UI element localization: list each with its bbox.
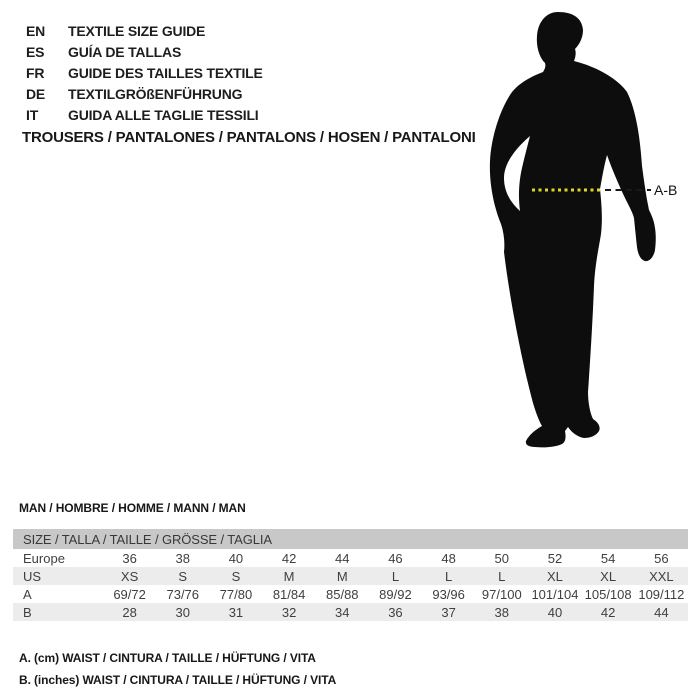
row-label: US <box>13 567 103 585</box>
table-cell: 69/72 <box>113 586 146 602</box>
table-cell: M <box>263 567 316 585</box>
table-cell: S <box>156 567 209 585</box>
table-cell: S <box>209 567 262 585</box>
note-waist-cm: A. (cm) WAIST / CINTURA / TAILLE / HÜFTUNG / VITA <box>19 651 316 665</box>
table-cell: 42 <box>281 550 297 566</box>
table-cell: XL <box>528 567 581 585</box>
table-cell: 105/108 <box>584 586 632 602</box>
table-cell: 89/92 <box>379 586 412 602</box>
row-label: A <box>23 586 32 602</box>
table-cell: 37 <box>422 603 475 621</box>
lang-code: ES <box>26 44 45 60</box>
table-cell: 44 <box>635 603 688 621</box>
footnotes <box>19 647 336 691</box>
category-title: TROUSERS / PANTALONES / PANTALONS / HOSEN / PANTALONI <box>22 129 476 146</box>
table-cell: 38 <box>475 603 528 621</box>
table-cell: 42 <box>582 603 635 621</box>
lang-row-fr <box>26 63 263 84</box>
man-figure <box>470 0 700 470</box>
table-cell: 93/96 <box>432 586 465 602</box>
table-cell: 97/100 <box>481 586 522 602</box>
table-cell: 46 <box>388 550 403 566</box>
table-cell: 40 <box>528 603 581 621</box>
table-cell: 85/88 <box>326 586 359 602</box>
row-label: Europe <box>23 550 65 566</box>
table-cell: XXL <box>635 567 688 585</box>
lang-row-es <box>26 42 263 63</box>
lang-code: IT <box>26 107 39 123</box>
table-cell: M <box>316 567 369 585</box>
table-cell: 50 <box>494 550 510 566</box>
size-table-wrap <box>13 529 688 621</box>
table-row-a <box>13 585 688 603</box>
table-cell: 31 <box>209 603 262 621</box>
lang-label: TEXTILGRÖßENFÜHRUNG <box>68 86 243 102</box>
table-cell: L <box>475 567 528 585</box>
row-label: B <box>13 603 103 621</box>
table-header-label: SIZE / TALLA / TAILLE / GRÖSSE / TAGLIA <box>13 529 688 549</box>
table-cell: 44 <box>335 550 350 566</box>
lang-code: DE <box>26 86 46 102</box>
table-row-us <box>13 567 688 585</box>
table-cell: 34 <box>316 603 369 621</box>
size-table <box>13 529 688 621</box>
table-row-europe <box>13 549 688 567</box>
table-cell: 73/76 <box>166 586 200 602</box>
lang-label: TEXTILE SIZE GUIDE <box>68 23 206 39</box>
table-cell: L <box>422 567 475 585</box>
table-cell: 32 <box>263 603 316 621</box>
table-row-b <box>13 603 688 621</box>
table-cell: 36 <box>122 550 137 566</box>
table-cell: 28 <box>103 603 156 621</box>
table-cell: 81/84 <box>272 586 306 602</box>
lang-label: GUIDA ALLE TAGLIE TESSILI <box>68 107 259 123</box>
table-cell: 36 <box>369 603 422 621</box>
table-cell: 30 <box>156 603 209 621</box>
lang-code: EN <box>26 23 46 39</box>
table-cell: XL <box>582 567 635 585</box>
lang-label: GUIDE DES TAILLES TEXTILE <box>68 65 263 81</box>
section-title-man: MAN / HOMBRE / HOMME / MANN / MAN <box>19 501 246 515</box>
lang-label: GUÍA DE TALLAS <box>68 44 182 60</box>
table-cell: 54 <box>600 550 616 566</box>
measure-label: A-B <box>654 182 678 198</box>
table-cell: 52 <box>547 550 563 566</box>
table-cell: L <box>369 567 422 585</box>
table-cell: 48 <box>441 550 456 566</box>
lang-row-de <box>26 84 263 105</box>
table-cell: 38 <box>175 550 190 566</box>
lang-code: FR <box>26 65 45 81</box>
language-title-block <box>26 21 263 126</box>
lang-row-en <box>26 21 263 42</box>
lang-row-it <box>26 105 263 126</box>
table-cell: 101/104 <box>531 586 579 602</box>
table-header-row <box>13 529 688 549</box>
table-cell: 77/80 <box>219 586 253 602</box>
man-silhouette <box>490 12 656 447</box>
table-cell: 40 <box>228 550 244 566</box>
table-cell: XS <box>103 567 156 585</box>
table-cell: 109/112 <box>638 586 685 602</box>
note-waist-inches: B. (inches) WAIST / CINTURA / TAILLE / HÜFTUNG / VITA <box>19 673 337 687</box>
man-silhouette-svg <box>470 0 700 470</box>
table-cell: 56 <box>654 550 669 566</box>
